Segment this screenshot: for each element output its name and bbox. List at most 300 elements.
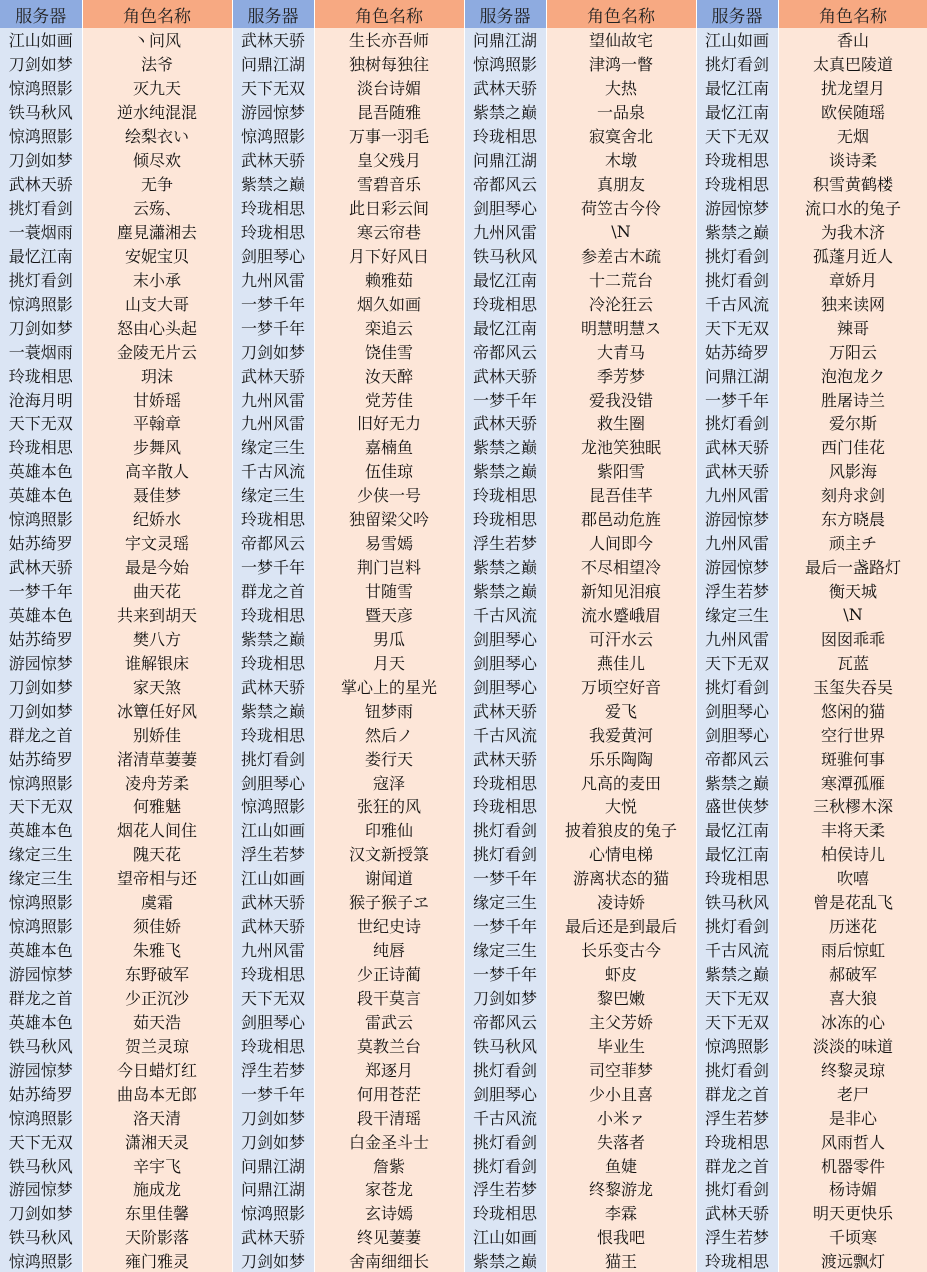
role-name-cell: 失落者 (546, 1129, 696, 1153)
server-cell: 问鼎江湖 (232, 52, 314, 76)
role-name-cell: 旧好无力 (314, 411, 464, 435)
table-row (0, 1033, 927, 1057)
server-cell: 最忆江南 (464, 267, 546, 291)
server-cell: 浮生若梦 (464, 531, 546, 555)
server-cell: 缘定三生 (696, 603, 778, 627)
server-cell: 铁马秋风 (464, 1033, 546, 1057)
server-cell: 玲珑相思 (232, 196, 314, 220)
role-name-cell: 金陵无片云 (82, 339, 232, 363)
role-name-cell: 莫教兰台 (314, 1033, 464, 1057)
role-name-cell: 张狂的风 (314, 794, 464, 818)
server-cell: 惊鸿照影 (232, 1201, 314, 1225)
server-cell: 千古风流 (696, 938, 778, 962)
server-cell: 游园惊梦 (696, 507, 778, 531)
role-name-cell: \N (546, 220, 696, 244)
role-name-cell: 我爱黄河 (546, 722, 696, 746)
server-cell: 挑灯看剑 (0, 267, 82, 291)
server-cell: 武林天骄 (232, 890, 314, 914)
server-cell: 刀剑如梦 (0, 674, 82, 698)
server-cell: 刀剑如梦 (464, 986, 546, 1010)
server-cell: 浮生若梦 (232, 1057, 314, 1081)
role-name-cell: 寂寞舍北 (546, 124, 696, 148)
role-name-cell: 独留梁父吟 (314, 507, 464, 531)
server-cell: 玲珑相思 (464, 794, 546, 818)
role-name-cell: 东方晓晨 (778, 507, 927, 531)
server-cell: 玲珑相思 (232, 507, 314, 531)
table-row (0, 962, 927, 986)
role-name-cell: 刻舟求剑 (778, 483, 927, 507)
role-name-cell: 不尽相望冷 (546, 555, 696, 579)
server-cell: 铁马秋风 (696, 890, 778, 914)
server-cell: 缘定三生 (464, 938, 546, 962)
server-cell: 群龙之首 (232, 579, 314, 603)
server-cell: 玲珑相思 (464, 291, 546, 315)
role-name-cell: 人间即今 (546, 531, 696, 555)
server-cell: 剑胆琴心 (464, 674, 546, 698)
server-cell: 最忆江南 (696, 842, 778, 866)
server-cell: 问鼎江湖 (696, 363, 778, 387)
table-row (0, 172, 927, 196)
role-name-cell: 渡远飘灯 (778, 1249, 927, 1272)
server-cell: 惊鸿照影 (0, 291, 82, 315)
role-name-cell: 舍南细细长 (314, 1249, 464, 1272)
server-cell: 惊鸿照影 (0, 1249, 82, 1272)
table-row (0, 603, 927, 627)
role-name-cell: 淡淡的味道 (778, 1033, 927, 1057)
role-name-cell: 云殇、 (82, 196, 232, 220)
server-cell: 铁马秋风 (464, 243, 546, 267)
role-name-cell: 雨后惊虹 (778, 938, 927, 962)
server-cell: 浮生若梦 (696, 1105, 778, 1129)
role-name-cell: 猫王 (546, 1249, 696, 1272)
role-name-cell: 悠闲的猫 (778, 698, 927, 722)
role-name-cell: 鱼婕 (546, 1153, 696, 1177)
server-cell: 天下无双 (232, 76, 314, 100)
role-name-cell: 隗天花 (82, 842, 232, 866)
role-name-cell: 少正沉沙 (82, 986, 232, 1010)
role-name-cell: 望仙故宅 (546, 28, 696, 52)
role-name-cell: 东里佳馨 (82, 1201, 232, 1225)
server-cell: 玲珑相思 (232, 722, 314, 746)
server-cell: 武林天骄 (232, 363, 314, 387)
role-name-cell: 少侠一号 (314, 483, 464, 507)
role-name-cell: 风影海 (778, 459, 927, 483)
table-row (0, 315, 927, 339)
table-row (0, 124, 927, 148)
server-cell: 挑灯看剑 (696, 1057, 778, 1081)
table-row (0, 100, 927, 124)
role-name-cell: 谈诗柔 (778, 148, 927, 172)
server-cell: 群龙之首 (0, 722, 82, 746)
server-cell: 紫禁之巅 (464, 555, 546, 579)
server-cell: 最忆江南 (696, 100, 778, 124)
server-cell: 浮生若梦 (696, 1225, 778, 1249)
server-cell: 天下无双 (696, 1009, 778, 1033)
server-cell: 惊鸿照影 (232, 124, 314, 148)
table-row (0, 339, 927, 363)
server-cell: 天下无双 (0, 1129, 82, 1153)
table-row (0, 1201, 927, 1225)
table-row (0, 794, 927, 818)
role-name-cell: 孤蓬月近人 (778, 243, 927, 267)
role-name-cell: 渚清草萋萋 (82, 746, 232, 770)
role-name-cell: 何用苍茫 (314, 1081, 464, 1105)
role-name-cell: 披着狼皮的兔子 (546, 818, 696, 842)
role-name-cell: 香山 (778, 28, 927, 52)
server-column-header: 服务器 (232, 0, 314, 28)
table-row (0, 1105, 927, 1129)
server-cell: 紫禁之巅 (232, 626, 314, 650)
server-cell: 剑胆琴心 (232, 770, 314, 794)
table-row (0, 1081, 927, 1105)
role-name-cell: 千顷寒 (778, 1225, 927, 1249)
server-cell: 九州风雷 (232, 267, 314, 291)
role-name-cell: 恨我吧 (546, 1225, 696, 1249)
table-row (0, 770, 927, 794)
role-name-cell: 法爷 (82, 52, 232, 76)
table-row (0, 1225, 927, 1249)
role-name-cell: 皇父残月 (314, 148, 464, 172)
server-cell: 帝都风云 (232, 531, 314, 555)
role-name-cell: 丰将天柔 (778, 818, 927, 842)
role-name-cell: 家天煞 (82, 674, 232, 698)
server-cell: 惊鸿照影 (0, 124, 82, 148)
server-cell: 最忆江南 (464, 315, 546, 339)
server-cell: 玲珑相思 (0, 363, 82, 387)
server-cell: 九州风雷 (696, 626, 778, 650)
table-row (0, 411, 927, 435)
server-cell: 玲珑相思 (696, 148, 778, 172)
role-name-cell: 真朋友 (546, 172, 696, 196)
role-name-cell: 独树每独往 (314, 52, 464, 76)
server-column-header: 服务器 (0, 0, 82, 28)
role-name-cell: 乐乐陶陶 (546, 746, 696, 770)
role-name-cell: 主父芳娇 (546, 1009, 696, 1033)
table-row (0, 483, 927, 507)
server-cell: 九州风雷 (696, 483, 778, 507)
role-name-cell: 饶佳雪 (314, 339, 464, 363)
role-name-cell: 家苍龙 (314, 1177, 464, 1201)
server-cell: 千古风流 (232, 459, 314, 483)
server-cell: 姑苏绮罗 (696, 339, 778, 363)
role-name-cell: 一品泉 (546, 100, 696, 124)
server-cell: 一梦千年 (232, 291, 314, 315)
server-cell: 游园惊梦 (0, 1177, 82, 1201)
server-cell: 武林天骄 (232, 914, 314, 938)
server-cell: 铁马秋风 (0, 1033, 82, 1057)
table-row (0, 674, 927, 698)
table-header-row (0, 0, 927, 28)
role-name-cell: 顽主チ (778, 531, 927, 555)
table-row (0, 650, 927, 674)
server-cell: 玲珑相思 (696, 172, 778, 196)
server-cell: 武林天骄 (232, 28, 314, 52)
server-cell: 剑胆琴心 (464, 1081, 546, 1105)
role-name-cell: 然后ノ (314, 722, 464, 746)
table-row (0, 626, 927, 650)
role-name-cell: 末小承 (82, 267, 232, 291)
table-row (0, 1057, 927, 1081)
role-name-cell: 段干清瑶 (314, 1105, 464, 1129)
server-cell: 问鼎江湖 (232, 1177, 314, 1201)
server-cell: 姑苏绮罗 (0, 531, 82, 555)
role-name-cell: 紫阳雪 (546, 459, 696, 483)
role-name-cell: 冰簟任好风 (82, 698, 232, 722)
server-cell: 武林天骄 (0, 555, 82, 579)
role-name-cell: \N (778, 603, 927, 627)
server-cell: 玲珑相思 (696, 866, 778, 890)
server-cell: 玲珑相思 (696, 1129, 778, 1153)
role-name-cell: 凡高的麦田 (546, 770, 696, 794)
server-cell: 武林天骄 (696, 459, 778, 483)
server-cell: 一梦千年 (232, 555, 314, 579)
server-cell: 九州风雷 (232, 938, 314, 962)
server-cell: 九州风雷 (232, 387, 314, 411)
server-cell: 江山如画 (232, 866, 314, 890)
role-name-cell: 雍门雅灵 (82, 1249, 232, 1272)
role-name-cell: 伍佳琼 (314, 459, 464, 483)
server-cell: 武林天骄 (0, 172, 82, 196)
server-cell: 天下无双 (232, 986, 314, 1010)
server-cell: 江山如画 (696, 28, 778, 52)
role-name-cell: 白金圣斗士 (314, 1129, 464, 1153)
role-name-cell: 茹天浩 (82, 1009, 232, 1033)
server-cell: 问鼎江湖 (464, 28, 546, 52)
server-cell: 江山如画 (232, 818, 314, 842)
server-cell: 刀剑如梦 (0, 698, 82, 722)
table-row (0, 363, 927, 387)
server-cell: 问鼎江湖 (464, 148, 546, 172)
table-row (0, 842, 927, 866)
role-name-column-header: 角色名称 (314, 0, 464, 28)
role-name-cell: 易雪嫣 (314, 531, 464, 555)
role-name-cell: 施成龙 (82, 1177, 232, 1201)
role-name-cell: 天阶影落 (82, 1225, 232, 1249)
table-row (0, 507, 927, 531)
role-name-cell: 汝天醉 (314, 363, 464, 387)
role-name-column-header: 角色名称 (82, 0, 232, 28)
server-cell: 铁马秋风 (0, 100, 82, 124)
server-cell: 群龙之首 (0, 986, 82, 1010)
server-cell: 玲珑相思 (464, 483, 546, 507)
server-cell: 紫禁之巅 (696, 770, 778, 794)
server-cell: 缘定三生 (232, 483, 314, 507)
server-cell: 剑胆琴心 (696, 698, 778, 722)
server-cell: 紫禁之巅 (232, 172, 314, 196)
server-cell: 武林天骄 (464, 746, 546, 770)
role-name-cell: 少正诗蔺 (314, 962, 464, 986)
role-name-cell: 万阳云 (778, 339, 927, 363)
server-cell: 惊鸿照影 (464, 52, 546, 76)
server-cell: 玲珑相思 (0, 435, 82, 459)
role-name-cell: 囡囡乖乖 (778, 626, 927, 650)
server-cell: 缘定三生 (232, 435, 314, 459)
server-cell: 刀剑如梦 (232, 1129, 314, 1153)
server-cell: 浮生若梦 (696, 579, 778, 603)
server-cell: 紫禁之巅 (696, 220, 778, 244)
server-cell: 一梦千年 (464, 914, 546, 938)
server-cell: 刀剑如梦 (232, 1105, 314, 1129)
server-cell: 武林天骄 (232, 148, 314, 172)
role-name-cell: 章娇月 (778, 267, 927, 291)
role-name-cell: 纪娇水 (82, 507, 232, 531)
server-cell: 惊鸿照影 (0, 1105, 82, 1129)
role-name-cell: 望帝相与还 (82, 866, 232, 890)
server-cell: 最忆江南 (0, 243, 82, 267)
role-name-cell: 寒潭孤雁 (778, 770, 927, 794)
role-name-cell: 男瓜 (314, 626, 464, 650)
server-cell: 英雄本色 (0, 603, 82, 627)
server-cell: 千古风流 (464, 1105, 546, 1129)
table-row (0, 148, 927, 172)
server-cell: 姑苏绮罗 (0, 1081, 82, 1105)
table-row (0, 1129, 927, 1153)
server-cell: 最忆江南 (696, 76, 778, 100)
server-cell: 紫禁之巅 (696, 962, 778, 986)
role-name-cell: 黎巴嫩 (546, 986, 696, 1010)
server-cell: 武林天骄 (464, 76, 546, 100)
role-name-cell: 娄行天 (314, 746, 464, 770)
role-name-cell: 十二荒台 (546, 267, 696, 291)
role-name-cell: 辣哥 (778, 315, 927, 339)
server-cell: 挑灯看剑 (464, 1153, 546, 1177)
role-name-cell: 瓦蓝 (778, 650, 927, 674)
table-row (0, 698, 927, 722)
server-cell: 玲珑相思 (464, 124, 546, 148)
role-name-cell: 津鸿一瞥 (546, 52, 696, 76)
server-cell: 一梦千年 (464, 962, 546, 986)
role-name-cell: 为我木济 (778, 220, 927, 244)
server-cell: 剑胆琴心 (464, 650, 546, 674)
role-name-cell: 倾尽欢 (82, 148, 232, 172)
table-row (0, 1153, 927, 1177)
server-cell: 问鼎江湖 (232, 1153, 314, 1177)
server-cell: 挑灯看剑 (464, 1057, 546, 1081)
server-cell: 玲珑相思 (464, 1201, 546, 1225)
role-name-cell: 何雅魅 (82, 794, 232, 818)
table-row (0, 914, 927, 938)
role-name-cell: 长乐变古今 (546, 938, 696, 962)
server-cell: 江山如画 (0, 28, 82, 52)
role-name-cell: 栾追云 (314, 315, 464, 339)
server-cell: 刀剑如梦 (0, 52, 82, 76)
role-name-cell: 月下好风日 (314, 243, 464, 267)
role-name-cell: 游离状态的猫 (546, 866, 696, 890)
role-name-cell: 玉玺失吞吴 (778, 674, 927, 698)
role-name-cell: 最后还是到最后 (546, 914, 696, 938)
server-cell: 刀剑如梦 (0, 315, 82, 339)
server-cell: 惊鸿照影 (696, 1033, 778, 1057)
server-cell: 九州风雷 (232, 411, 314, 435)
server-cell: 刀剑如梦 (232, 339, 314, 363)
server-cell: 英雄本色 (0, 1009, 82, 1033)
role-name-cell: 郝破军 (778, 962, 927, 986)
role-name-cell: 万事一羽毛 (314, 124, 464, 148)
role-name-cell: 流口水的兔子 (778, 196, 927, 220)
server-cell: 挑灯看剑 (696, 1177, 778, 1201)
role-name-cell: 甘随雪 (314, 579, 464, 603)
role-name-cell: 小米ァ (546, 1105, 696, 1129)
role-name-cell: 灭九天 (82, 76, 232, 100)
role-name-cell: 共来到胡天 (82, 603, 232, 627)
server-cell: 惊鸿照影 (0, 770, 82, 794)
server-cell: 紫禁之巅 (464, 459, 546, 483)
role-name-cell: 最后一盏路灯 (778, 555, 927, 579)
table-row (0, 435, 927, 459)
server-cell: 挑灯看剑 (696, 674, 778, 698)
role-name-cell: 万顷空好音 (546, 674, 696, 698)
role-name-cell: 斑骓何事 (778, 746, 927, 770)
server-column-header: 服务器 (464, 0, 546, 28)
server-cell: 惊鸿照影 (0, 507, 82, 531)
role-name-cell: 机器零件 (778, 1153, 927, 1177)
role-name-cell: 李霖 (546, 1201, 696, 1225)
table-row (0, 746, 927, 770)
role-name-cell: 三秋樛木深 (778, 794, 927, 818)
server-cell: 铁马秋风 (0, 1153, 82, 1177)
role-name-cell: 大悦 (546, 794, 696, 818)
server-cell: 一梦千年 (232, 315, 314, 339)
server-cell: 千古风流 (464, 603, 546, 627)
server-cell: 紫禁之巅 (464, 100, 546, 124)
server-cell: 英雄本色 (0, 818, 82, 842)
role-name-cell: 季芳梦 (546, 363, 696, 387)
role-name-cell: 安妮宝贝 (82, 243, 232, 267)
role-name-cell: 燕佳儿 (546, 650, 696, 674)
server-cell: 一梦千年 (232, 1081, 314, 1105)
role-name-cell: 心情电梯 (546, 842, 696, 866)
role-name-cell: 最是今始 (82, 555, 232, 579)
server-cell: 玲珑相思 (232, 220, 314, 244)
server-cell: 挑灯看剑 (696, 411, 778, 435)
server-cell: 一梦千年 (464, 387, 546, 411)
server-cell: 刀剑如梦 (0, 1201, 82, 1225)
server-cell: 游园惊梦 (696, 555, 778, 579)
table-row (0, 818, 927, 842)
server-cell: 刀剑如梦 (232, 1249, 314, 1272)
server-cell: 一梦千年 (0, 579, 82, 603)
server-cell: 帝都风云 (464, 1009, 546, 1033)
server-cell: 缘定三生 (0, 842, 82, 866)
role-name-cell: 终黎游龙 (546, 1177, 696, 1201)
table-row (0, 1177, 927, 1201)
role-name-cell: 是非心 (778, 1105, 927, 1129)
role-name-cell: 郡邑动危旌 (546, 507, 696, 531)
role-name-cell: 昆吾佳芊 (546, 483, 696, 507)
role-name-cell: 谁解银床 (82, 650, 232, 674)
server-cell: 沧海月明 (0, 387, 82, 411)
role-name-cell: 虾皮 (546, 962, 696, 986)
role-name-cell: 胜屠诗兰 (778, 387, 927, 411)
server-cell: 武林天骄 (464, 698, 546, 722)
server-cell: 挑灯看剑 (232, 746, 314, 770)
role-name-cell: 喜大狼 (778, 986, 927, 1010)
server-cell: 玲珑相思 (232, 650, 314, 674)
server-cell: 惊鸿照影 (0, 890, 82, 914)
server-cell: 惊鸿照影 (232, 794, 314, 818)
role-name-cell: 平翰章 (82, 411, 232, 435)
role-name-cell: 雷武云 (314, 1009, 464, 1033)
role-name-cell: 曲天花 (82, 579, 232, 603)
table-row (0, 243, 927, 267)
role-name-cell: 嘉楠鱼 (314, 435, 464, 459)
role-name-cell: 掌心上的星光 (314, 674, 464, 698)
role-name-cell: 印雅仙 (314, 818, 464, 842)
role-name-cell: 纯唇 (314, 938, 464, 962)
server-cell: 浮生若梦 (232, 842, 314, 866)
server-cell: 挑灯看剑 (696, 243, 778, 267)
server-cell: 一蓑烟雨 (0, 220, 82, 244)
